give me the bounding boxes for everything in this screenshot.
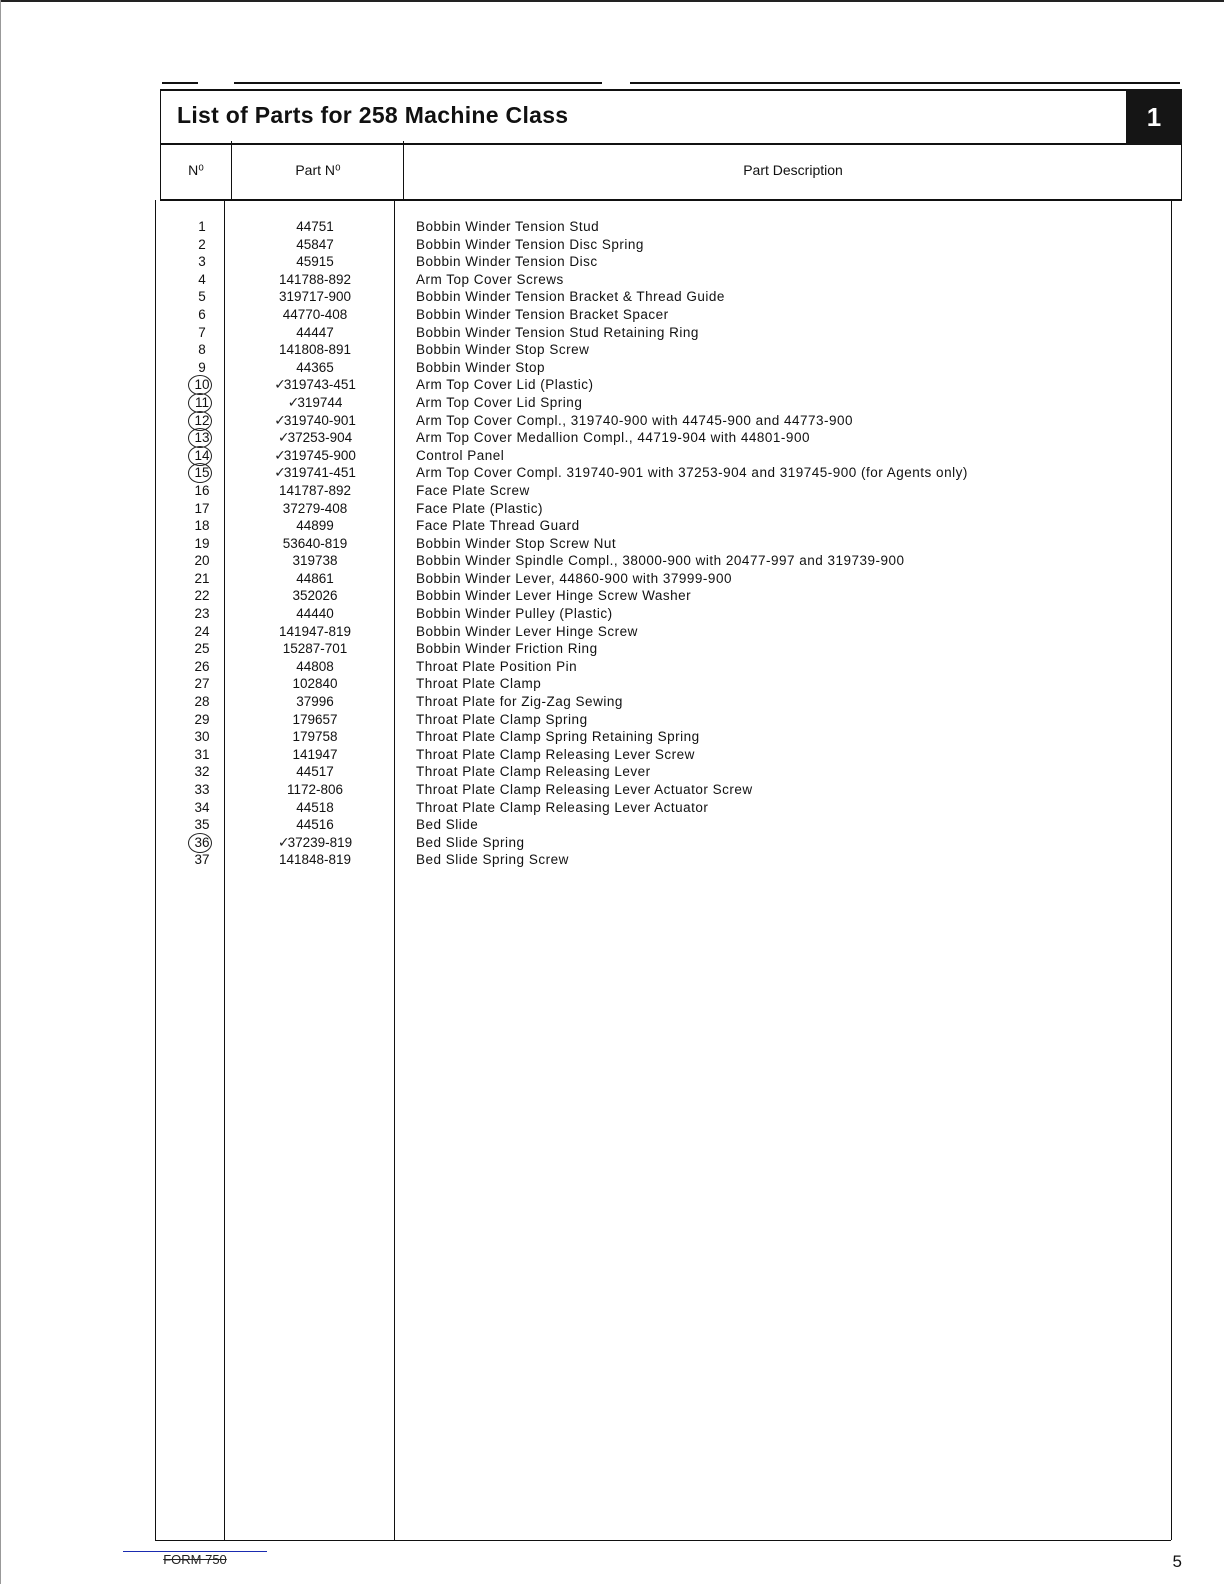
part-number-text: 319717-900: [278, 289, 352, 305]
part-description: Bobbin Winder Friction Ring: [416, 641, 598, 657]
table-row: [155, 376, 1170, 394]
check-icon: ✓: [274, 376, 286, 393]
part-number: [240, 359, 390, 377]
part-description: Face Plate Screw: [416, 482, 530, 498]
part-description: Bobbin Winder Tension Disc Spring: [416, 236, 644, 252]
part-number-text: 319738: [292, 553, 338, 569]
page-number: 5: [1172, 1552, 1182, 1571]
part-number-text: 141787-892: [278, 482, 352, 498]
part-number-text: 44861: [296, 570, 334, 586]
part-number: [240, 500, 390, 518]
check-icon: ✓: [274, 446, 286, 463]
table-row: [155, 799, 1170, 817]
column-header-description: Part Description: [403, 141, 1182, 199]
part-number-text: 45915: [296, 254, 334, 270]
part-number: [240, 640, 390, 658]
part-number-text: 37279-408: [282, 500, 348, 516]
item-number: 22: [194, 588, 210, 604]
item-number: 27: [194, 676, 210, 692]
part-number: [240, 341, 390, 359]
part-number: [240, 271, 390, 289]
part-description: Bobbin Winder Tension Stud: [416, 219, 600, 234]
table-row: [155, 605, 1170, 623]
part-number: [240, 799, 390, 817]
table-row: [155, 711, 1170, 729]
part-number: [240, 464, 390, 482]
table-row: [155, 781, 1170, 799]
item-number: 20: [194, 553, 210, 569]
part-number-text: 141848-819: [278, 852, 352, 868]
part-description: Bobbin Winder Stop Screw Nut: [416, 535, 617, 551]
table-row: [155, 552, 1170, 570]
item-number: 8: [198, 342, 206, 358]
table-row: [155, 675, 1170, 693]
page-left-border: [0, 0, 1, 1584]
table-row: [155, 517, 1170, 535]
part-description: Throat Plate Clamp Releasing Lever Actuator Screw: [416, 782, 753, 797]
part-description: Arm Top Cover Medallion Compl., 44719-904 with 44801-900: [416, 430, 810, 446]
part-number: [240, 253, 390, 271]
part-number-text: 352026: [292, 588, 338, 604]
item-number: 2: [198, 236, 206, 252]
part-number: [240, 816, 390, 834]
part-number: [240, 218, 390, 236]
item-number: 6: [198, 306, 206, 322]
part-number: [240, 570, 390, 588]
part-description: Arm Top Cover Compl. 319740-901 with 37253-904 and 319745-900 (for Agents only): [416, 465, 968, 481]
item-number: 3: [198, 254, 206, 270]
item-number: 14: [175, 447, 229, 465]
part-number-text: 37239-819: [287, 834, 353, 850]
part-number: [240, 535, 390, 553]
part-description: Throat Plate Position Pin: [416, 658, 578, 674]
part-description: Throat Plate Clamp Releasing Lever Actuator: [416, 799, 709, 815]
part-number: [240, 693, 390, 711]
item-number: 12: [175, 412, 229, 430]
part-number-text: 319745-900: [283, 447, 356, 463]
table-row: [155, 623, 1170, 641]
part-number-text: 44365: [296, 359, 334, 375]
table-row: [155, 535, 1170, 553]
part-description: Bobbin Winder Tension Bracket Spacer: [416, 306, 669, 322]
table-row: [155, 253, 1170, 271]
item-number: 4: [198, 271, 206, 287]
part-number: [240, 552, 390, 570]
table-row: [155, 306, 1170, 324]
item-number: 9: [198, 359, 206, 375]
part-number: [240, 728, 390, 746]
table-row: [155, 500, 1170, 518]
part-description: Arm Top Cover Compl., 319740-900 with 44745-900 and 44773-900: [416, 412, 854, 428]
table-row: [155, 763, 1170, 781]
table-row: [155, 851, 1170, 869]
part-number-text: 319741-451: [283, 465, 356, 481]
table-row: [155, 464, 1170, 482]
page-top-border: [0, 0, 1224, 2]
part-number-text: 37253-904: [287, 430, 353, 446]
part-number: [240, 605, 390, 623]
part-number-text: 141947: [292, 746, 338, 762]
part-description: Arm Top Cover Lid Spring: [416, 394, 583, 410]
table-row: [155, 218, 1170, 236]
item-number: 11: [175, 394, 229, 412]
part-number: [240, 288, 390, 306]
part-number-text: 37996: [296, 694, 334, 710]
table-row: [155, 693, 1170, 711]
part-number-text: 44751: [296, 219, 334, 234]
part-number-text: 15287-701: [282, 641, 348, 657]
part-number-text: 319743-451: [283, 377, 356, 393]
table-row: [155, 658, 1170, 676]
table-row: [155, 394, 1170, 412]
part-description: Arm Top Cover Screws: [416, 271, 564, 287]
item-number: 5: [198, 289, 206, 305]
table-row: [155, 640, 1170, 658]
item-number: 18: [194, 518, 210, 534]
title-bar: [160, 89, 1181, 145]
part-number-text: 319744: [297, 394, 343, 410]
part-description: Face Plate Thread Guard: [416, 518, 580, 534]
part-number: [240, 394, 390, 412]
part-number: [240, 851, 390, 869]
table-row: [155, 236, 1170, 254]
part-number: [240, 711, 390, 729]
part-number-text: 319740-901: [283, 412, 356, 428]
part-description: Throat Plate for Zig-Zag Sewing: [416, 694, 623, 710]
part-description: Bed Slide: [416, 817, 479, 833]
part-description: Face Plate (Plastic): [416, 500, 544, 516]
item-number: 17: [194, 500, 210, 516]
part-number-text: 141947-819: [278, 623, 352, 639]
part-number-text: 53640-819: [282, 535, 348, 551]
header-rule: [630, 82, 1180, 84]
part-number-text: 141808-891: [278, 342, 352, 358]
part-description: Arm Top Cover Lid (Plastic): [416, 377, 594, 393]
part-number: [240, 236, 390, 254]
item-number: 31: [194, 746, 210, 762]
item-number: 10: [175, 376, 229, 394]
item-number: 7: [198, 324, 206, 340]
table-row: [155, 271, 1170, 289]
table-row: [155, 746, 1170, 764]
part-number-text: 44440: [296, 606, 334, 622]
check-icon: ✓: [277, 429, 290, 446]
table-row: [155, 288, 1170, 306]
table-row: [155, 324, 1170, 342]
part-number-text: 44447: [296, 324, 334, 340]
item-number: 29: [194, 711, 210, 727]
part-description: Bobbin Winder Lever Hinge Screw: [416, 623, 638, 639]
part-number: [240, 587, 390, 605]
part-description: Bed Slide Spring: [416, 834, 525, 850]
part-description: Bobbin Winder Tension Bracket & Thread Guide: [416, 289, 725, 305]
part-description: Throat Plate Clamp Releasing Lever: [416, 764, 651, 780]
item-number: 36: [175, 834, 229, 852]
part-number-text: 179657: [292, 711, 338, 727]
part-description: Bobbin Winder Stop Screw: [416, 342, 590, 358]
form-number: FORM 750: [123, 1551, 267, 1572]
table-row: [155, 447, 1170, 465]
part-number: [240, 447, 390, 465]
part-number: [240, 306, 390, 324]
item-number: 1: [198, 219, 206, 234]
part-number: [240, 429, 390, 447]
part-description: Bobbin Winder Tension Stud Retaining Ring: [416, 324, 699, 340]
item-number: 35: [194, 817, 210, 833]
item-number: 37: [194, 852, 210, 868]
part-number-text: 44518: [296, 799, 334, 815]
part-description: Bobbin Winder Lever Hinge Screw Washer: [416, 588, 692, 604]
item-number: 23: [194, 606, 210, 622]
item-number: 21: [194, 570, 210, 586]
table-row: [155, 834, 1170, 852]
table-header: [160, 141, 1182, 201]
part-description: Throat Plate Clamp Spring Retaining Spring: [416, 729, 700, 745]
part-number: [240, 781, 390, 799]
part-description: Control Panel: [416, 447, 505, 463]
part-number: [240, 834, 390, 852]
column-header-part-no: Part N⁰: [231, 141, 404, 199]
part-description: Bobbin Winder Pulley (Plastic): [416, 606, 613, 622]
part-number-text: 1172-806: [286, 782, 344, 797]
part-number: [240, 517, 390, 535]
table-row: [155, 429, 1170, 447]
item-number: 19: [194, 535, 210, 551]
part-number: [240, 623, 390, 641]
part-number-text: 102840: [292, 676, 338, 692]
part-description: Bed Slide Spring Screw: [416, 852, 569, 868]
part-description: Throat Plate Clamp Releasing Lever Screw: [416, 746, 695, 762]
item-number: 25: [194, 641, 210, 657]
part-number-text: 45847: [296, 236, 334, 252]
table-row: [155, 482, 1170, 500]
part-number-text: 141788-892: [278, 271, 352, 287]
table-row: [155, 570, 1170, 588]
part-number: [240, 763, 390, 781]
part-number-text: 44770-408: [282, 306, 348, 322]
item-number: 15: [175, 464, 229, 482]
part-number: [240, 675, 390, 693]
page-title: List of Parts for 258 Machine Class: [177, 102, 569, 128]
part-number: [240, 324, 390, 342]
part-description: Throat Plate Clamp Spring: [416, 711, 588, 727]
item-number: 13: [175, 429, 229, 447]
part-description: Bobbin Winder Lever, 44860-900 with 37999-900: [416, 570, 732, 586]
header-rule: [162, 82, 198, 84]
item-number: 16: [194, 482, 210, 498]
parts-list: [155, 218, 1170, 869]
item-number: 26: [194, 658, 210, 674]
section-badge: [1126, 89, 1182, 145]
check-icon: ✓: [287, 393, 300, 410]
header-rule: [234, 82, 602, 84]
table-bottom-rule: [155, 1540, 1171, 1541]
part-number: [240, 376, 390, 394]
item-number: 28: [194, 694, 210, 710]
part-number-text: 44516: [296, 817, 334, 833]
item-number: 32: [194, 764, 210, 780]
part-number-text: 44808: [296, 658, 334, 674]
part-description: Bobbin Winder Stop: [416, 359, 546, 375]
part-number: [240, 412, 390, 430]
part-description: Bobbin Winder Spindle Compl., 38000-900 with 20477-997 and 319739-900: [416, 553, 905, 569]
check-icon: ✓: [277, 833, 290, 850]
table-row: [155, 728, 1170, 746]
part-number-text: 179758: [292, 729, 338, 745]
item-number: 30: [194, 729, 210, 745]
table-row: [155, 412, 1170, 430]
item-number: 33: [194, 782, 210, 797]
part-number: [240, 658, 390, 676]
check-icon: ✓: [274, 411, 286, 428]
part-description: Bobbin Winder Tension Disc: [416, 254, 598, 270]
part-description: Throat Plate Clamp: [416, 676, 542, 692]
section-number: 1: [1146, 101, 1162, 132]
table-row: [155, 816, 1170, 834]
part-number-text: 44517: [296, 764, 334, 780]
part-number: [240, 482, 390, 500]
item-number: 34: [194, 799, 210, 815]
table-row: [155, 341, 1170, 359]
table-row: [155, 359, 1170, 377]
part-number: [240, 746, 390, 764]
check-icon: ✓: [274, 464, 286, 481]
table-row: [155, 587, 1170, 605]
item-number: 24: [194, 623, 210, 639]
column-header-no: N⁰: [188, 161, 204, 178]
part-number-text: 44899: [296, 518, 334, 534]
